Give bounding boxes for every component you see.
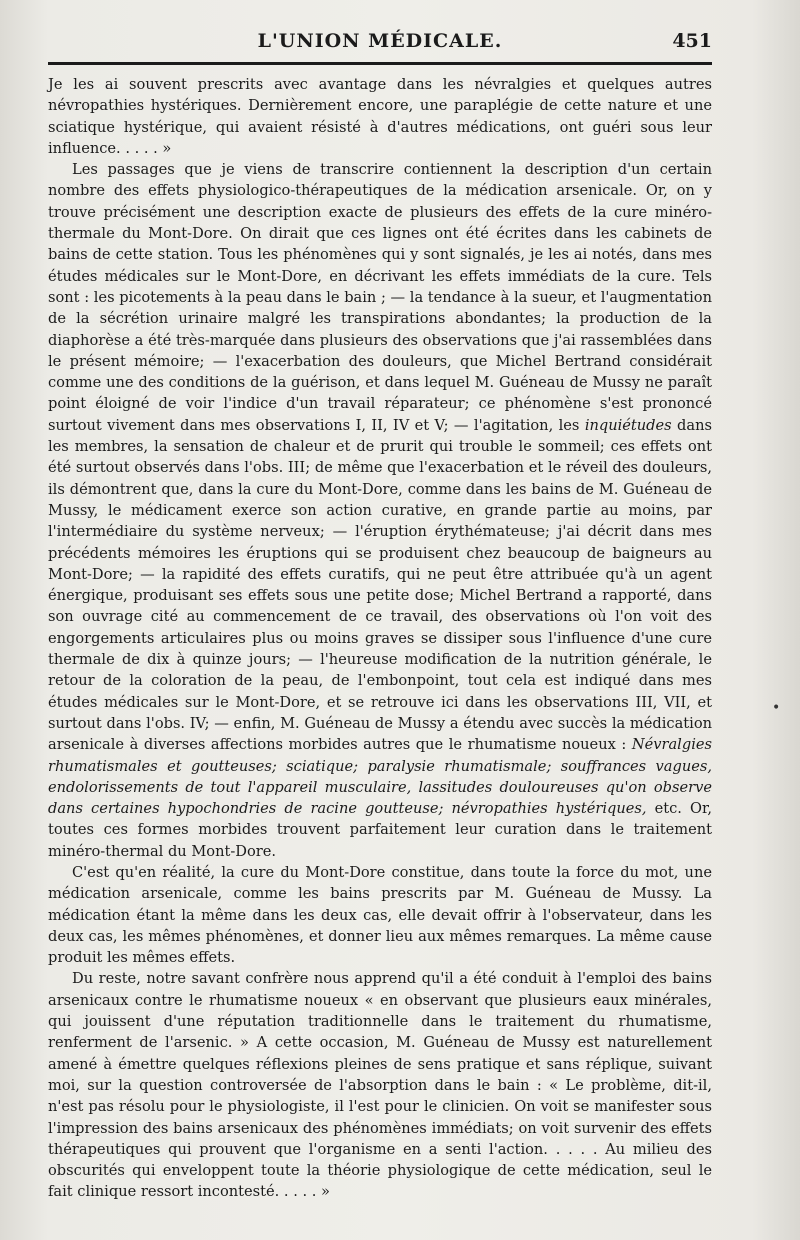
text-run: Je les ai souvent prescrits avec avantage dans les névralgies et quelques autres névropathies hystériques. Dernièrement encore, une paraplégie de cette nature et une sciatique hystérique, qui avaient résisté à d'autres médications, ont guéri sous leur influence. . . . . » <box>48 76 712 157</box>
running-title: L'UNION MÉDICALE. <box>257 30 503 52</box>
text-run: C'est qu'en réalité, la cure du Mont-Dore constitue, dans toute la force du mot, une médication arsenicale, comme les bains prescrits par M. Guéneau de Mussy. La médication étant la même dans les deux cas, elle devait offrir à l'observateur, dans les deux cas, les mêmes phénomènes, et donner lieu aux mêmes remarques. La même cause produit les mêmes effets. <box>48 863 712 967</box>
page-header <box>48 30 712 54</box>
text-run: Les passages que je viens de transcrire contiennent la description d'un certain nombre des effets physiologico-thérapeutiques de la médication arsenicale. Or, on y trouve précisément une description exacte de plusieurs des effets de la cure minéro-thermale du Mont-Dore. On dirait que ces lignes ont été écrites dans les cabinets de bains de cette station. Tous les phénomènes qui y sont signalés, je les ai notés, dans mes études médicales sur le Mont-Dore, en décrivant les effets immédiats de la cure. Tels sont : les picotements à la peau dans le bain ; — la tendance à la sueur, et l'augmentation de la sécrétion urinaire malgré les transpirations abondantes; la production de la diaphorèse a été très-marquée dans plusieurs des observations que j'ai rassemblées dans le présent mémoire; — l'exacerbation des douleurs, que Michel Bertrand considérait comme une des conditions de la guérison, et dans lequel M. Guéneau de Mussy ne paraît point éloigné de voir l'indice d'un travail réparateur; ce phénomène s'est prononcé surtout vivement dans mes observations I, II, IV et V; — l'agitation, les <box>48 161 712 434</box>
italic-text: Névralgies rhumatismales et goutteuses; sciatique; paralysie rhumatismale; souffrances vagues, endolorissements de tout l'appareil musculaire, lassitudes douloureuses qu'on observe dans certaines hypochondries de racine goutteuse; névropathies hystériques, <box>48 736 712 818</box>
page-number: 451 <box>672 30 712 52</box>
paragraph-p1 <box>48 74 712 159</box>
paragraph-p4 <box>48 968 712 1202</box>
header-rule <box>48 62 712 65</box>
italic-text: inquiétudes <box>584 416 672 434</box>
paragraph-p3 <box>48 862 712 968</box>
body-text <box>48 74 712 1203</box>
margin-mark: • <box>772 700 781 716</box>
paragraph-p2 <box>48 159 712 862</box>
text-run: dans les membres, la sensation de chaleur et de prurit qui trouble le sommeil; ces effets ont été surtout observés dans l'obs. III; de même que l'exacerbation et le réveil des douleurs, ils démontrent que, dans la cure du Mont-Dore, comme dans les bains de M. Guéneau de Mussy, le médicament exerce son action curative, en grande partie au moins, par l'intermédiaire du système nerveux; — l'éruption érythémateuse; j'ai décrit dans mes précédents mémoires les éruptions qui se produisent chez beaucoup de baigneurs au Mont-Dore; — la rapidité des effets curatifs, qui ne peut être attribuée qu'à un agent énergique, produisant ses effets sous une petite dose; Michel Bertrand a rapporté, dans son ouvrage cité au commencement de ce travail, des observations où l'on voit des engorgements articulaires plus ou moins graves se dissiper sous l'influence d'une cure thermale de dix à quinze jours; — l'heureuse modification de la nutrition générale, le retour de la coloration de la peau, de l'embonpoint, tout cela est indiqué dans mes études médicales sur le Mont-Dore, et se retrouve ici dans les observations III, VII, et surtout dans l'obs. IV; — enfin, M. Guéneau de Mussy a étendu avec succès la médication arsenicale à diverses affections morbides autres que le rhumatisme noueux : <box>48 416 712 754</box>
text-run: Du reste, notre savant confrère nous apprend qu'il a été conduit à l'emploi des bains arsenicaux contre le rhumatisme noueux « en observant que plusieurs eaux minérales, qui jouissent d'une réputation traditionnelle dans le traitement du rhumatisme, renferment de l'arsenic. » A cette occasion, M. Guéneau de Mussy est naturellement amené à émettre quelques réflexions pleines de sens pratique et sans réplique, suivant moi, sur la question controversée de l'absorption dans le bain : « Le problème, dit-il, n'est pas résolu pour le physiologiste, il l'est pour le clinicien. On voit se manifester sous l'impression des bains arsenicaux des phénomènes immédiats; on voit survenir des effets thérapeutiques qui prouvent que l'organisme en a senti l'action. . . . . Au milieu des obscurités qui enveloppent toute la théorie physiologique de cette médication, seul le fait clinique ressort incontesté. . . . . » <box>48 970 712 1201</box>
text-run: etc. Or, toutes ces formes morbides trouvent parfaitement leur curation dans le traitement minéro-thermal du Mont-Dore. <box>48 800 712 860</box>
